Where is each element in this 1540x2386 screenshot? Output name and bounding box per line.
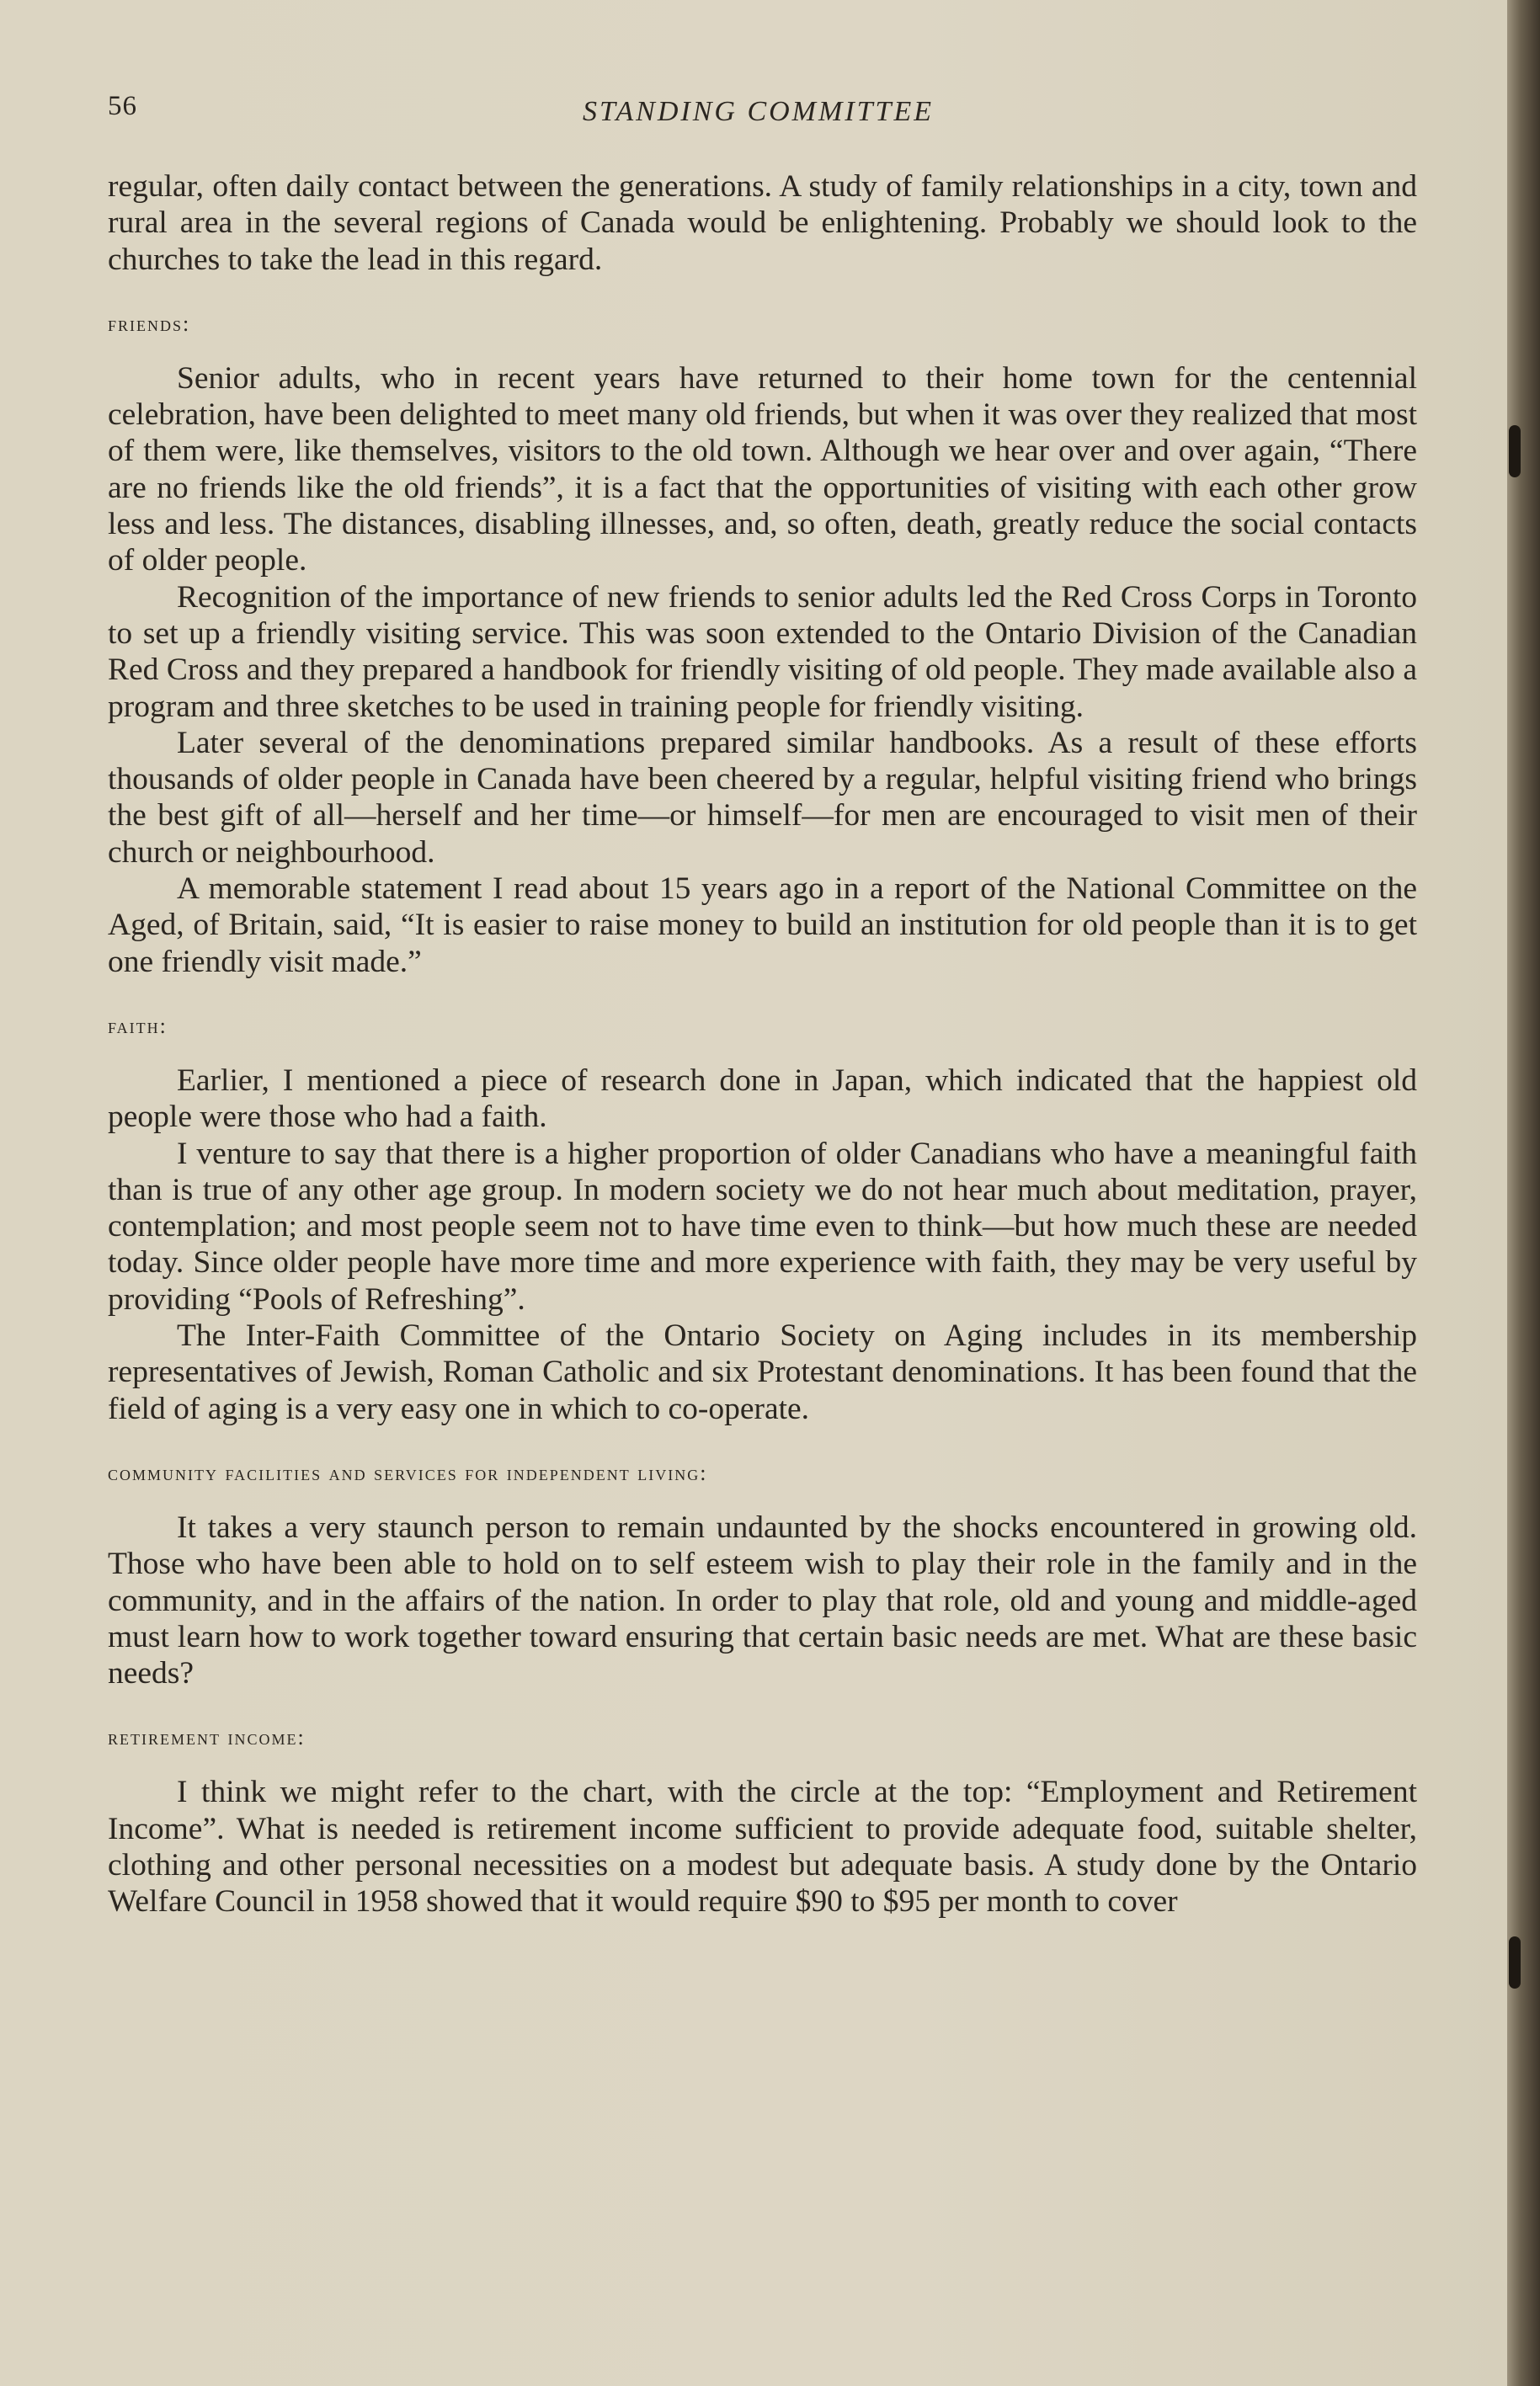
body-text [108,168,1417,1920]
paragraph-retirement-1: I think we might refer to the chart, with the circle at the top: “Employment and Retirement Income”. What is needed is retirement income sufficient to provide adequate food, suitable shelter, clothing and other personal necessities on a modest but adequate basis. A study done by the Ontario Welfare Council in 1958 showed that it would require $90 to $95 per month to cover [108,1775,1417,1920]
paragraph-friends-2: Recognition of the importance of new friends to senior adults led the Red Cross Corps in Toronto to set up a friendly visiting service. This was soon extended to the Ontario Division of the Canadian Red Cross and they prepared a handbook for friendly visiting of old people. They made available also a program and three sketches to be used in training people for friendly visiting. [108,579,1417,724]
section-heading-faith: faith: [108,1013,168,1038]
page-header [108,91,1409,133]
section-heading-retirement: retirement income: [108,1725,306,1750]
paragraph-friends-3: Later several of the denominations prepared similar handbooks. As a result of these efforts thousands of older people in Canada have been cheered by a regular, helpful visiting friend who brings the best gift of all—herself and her time—or himself—for men are encouraged to visit men of their church or neighbourhood. [108,725,1417,870]
paragraph-friends-4: A memorable statement I read about 15 years ago in a report of the National Committee on the Aged, of Britain, said, “It is easier to raise money to build an institution for old people than it is to get one friendly visit made.” [108,871,1417,979]
section-heading-friends: friends: [108,311,191,336]
binding-mark-bottom [1509,1936,1521,1989]
paragraph-faith-3: The Inter-Faith Committee of the Ontario Society on Aging includes in its membership representatives of Jewish, Roman Catholic and six Protestant denominations. It has been found that the field of aging is a very easy one in which to co-operate. [108,1318,1417,1426]
paragraph-community-1: It takes a very staunch person to remain undaunted by the shocks encountered in growing old. Those who have been able to hold on to self esteem wish to play their role in the family and in the community, and in the affairs of the nation. In order to play that role, old and young and middle-aged must learn how to work together toward ensuring that certain basic needs are met. What are these basic needs? [108,1510,1417,1691]
section-heading-community: community facilities and services for independent living: [108,1460,708,1485]
page-number: 56 [108,91,137,121]
paragraph-faith-2: I venture to say that there is a higher proportion of older Canadians who have a meaningful faith than is true of any other age group. In modern society we do not hear much about meditation, prayer, contemplation; and most people seem not to have time even to think—but how much these are needed today. Since older people have more time and more experience with faith, they may be very useful by providing “Pools of Refreshing”. [108,1136,1417,1317]
book-spine-edge [1507,0,1540,2386]
paragraph-faith-1: Earlier, I mentioned a piece of research done in Japan, which indicated that the happiest old people were those who had a faith. [108,1063,1417,1135]
binding-mark-top [1509,425,1521,477]
paragraph-intro: regular, often daily contact between the generations. A study of family relationships in a city, town and rural area in the several regions of Canada would be enlightening. Probably we should look to the churches to take the lead in this regard. [108,169,1417,277]
running-title: STANDING COMMITTEE [583,96,934,127]
paragraph-friends-1: Senior adults, who in recent years have returned to their home town for the centennial celebration, have been delighted to meet many old friends, but when it was over they realized that most of them were, like themselves, visitors to the old town. Although we hear over and over again, “There are no friends like the old friends”, it is a fact that the opportunities of visiting with each other grow less and less. The distances, disabling illnesses, and, so often, death, greatly reduce the social contacts of older people. [108,360,1417,578]
